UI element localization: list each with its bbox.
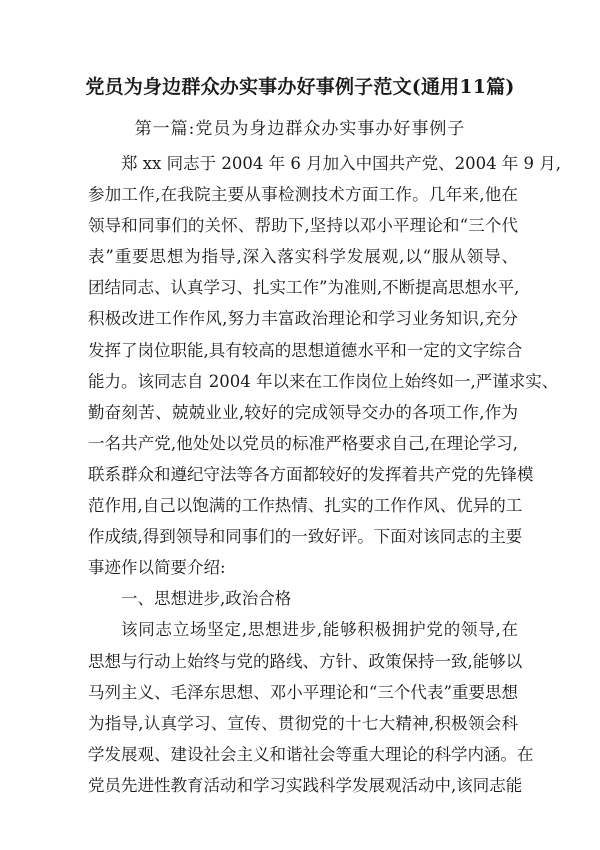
chapter-title: 第一篇:党员为身边群众办实事办好事例子 [134,119,466,139]
body-line: 积极改进工作作风,努力丰富政治理论和学习业务知识,充分 [88,309,518,329]
body-line: 作成绩,得到领导和同事们的一致好评。下面对该同志的主要 [88,527,523,547]
body-line: 思想与行动上始终与党的路线、方针、政策保持一致,能够以 [88,651,523,671]
body-line: 马列主义、毛泽东思想、邓小平理论和“三个代表”重要思想 [88,682,518,702]
body-line: 团结同志、认真学习、扎实工作”为准则,不断提高思想水平, [88,278,520,298]
body-line: 该同志立场坚定,思想进步,能够积极拥护党的领导,在 [121,620,518,640]
body-line: 范作用,自己以饱满的工作热情、扎实的工作作风、优异的工 [88,496,523,516]
body-line: 一名共产党,他处处以党员的标准严格要求自己,在理论学习, [88,433,518,453]
body-line: 发挥了岗位职能,具有较高的思想道德水平和一定的文字综合 [88,340,523,360]
body-text [88,148,562,801]
body-line: 参加工作,在我院主要从事检测技术方面工作。几年来,他在 [88,185,518,205]
body-line: 表”重要思想为指导,深入落实科学发展观,以“服从领导、 [88,247,518,267]
body-line: 领导和同事们的关怀、帮助下,坚持以邓小平理论和“三个代 [88,216,518,236]
body-line: 学发展观、建设社会主义和谐社会等重大理论的科学内涵。在 [88,744,534,764]
body-line: 党员先进性教育活动和学习实践科学发展观活动中,该同志能 [88,775,523,795]
body-line: 联系群众和遵纪守法等各方面都较好的发挥着共产党的先锋模 [88,464,534,484]
body-line: 能力。该同志自 2004 年以来在工作岗位上始终如一,严谨求实、 [88,371,559,391]
section-heading: 一、思想进步,政治合格 [121,589,292,609]
body-line: 勤奋刻苦、兢兢业业,较好的完成领导交办的各项工作,作为 [88,402,518,422]
document-title: 党员为身边群众办实事办好事例子范文(通用11篇) [85,76,515,98]
body-line: 事迹作以简要介绍: [88,558,226,578]
body-line: 为指导,认真学习、宣传、贯彻党的十七大精神,积极领会科 [88,713,518,733]
body-line: 郑 xx 同志于 2004 年 6 月加入中国共产党、2004 年 9 月, [121,154,562,173]
